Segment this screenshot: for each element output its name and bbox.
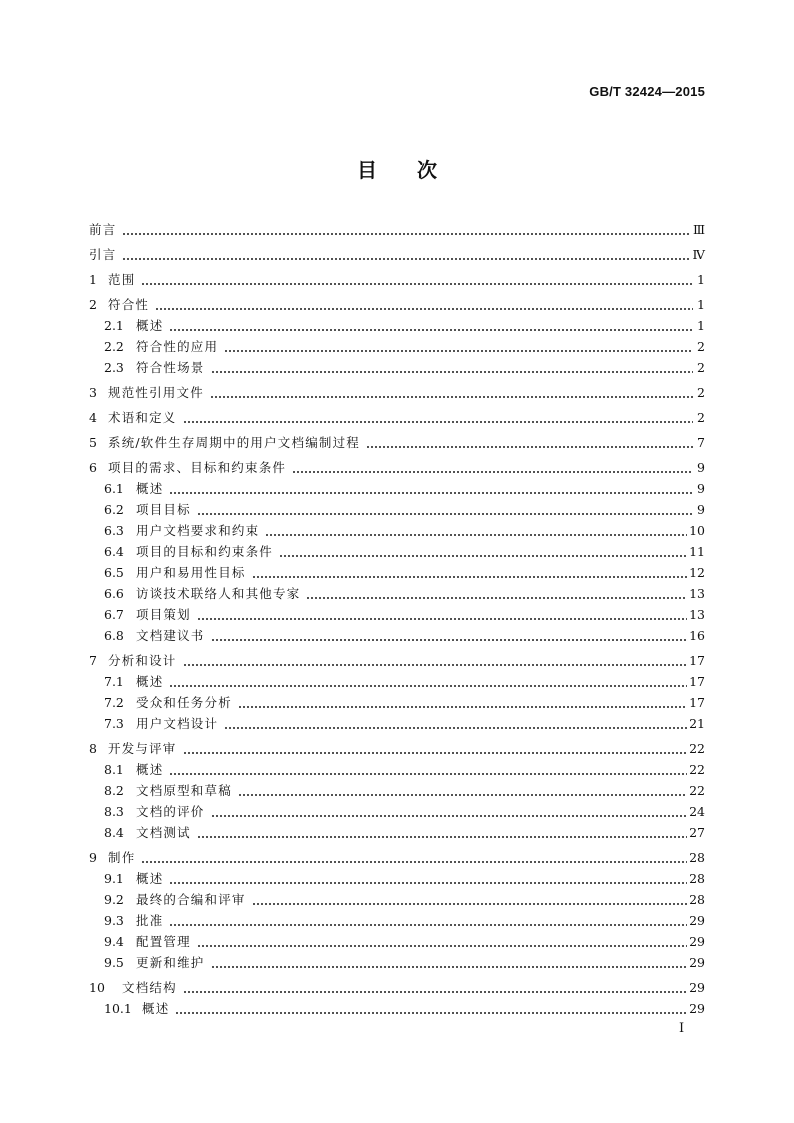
toc-dot-leader [292, 463, 693, 474]
toc-entry-label: 文档建议书 [136, 628, 205, 643]
toc-dot-leader [197, 937, 687, 948]
toc-entry[interactable] [89, 563, 705, 583]
toc-dot-leader [169, 484, 693, 495]
toc-entry-label: 配置管理 [136, 934, 191, 949]
toc-entry[interactable] [89, 458, 705, 478]
toc-dot-leader [141, 853, 687, 864]
toc-entry-number: 10 [89, 980, 105, 995]
toc-entry-label: 概述 [142, 1001, 170, 1016]
toc-entry-number: 5 [89, 435, 97, 450]
toc-entry-number: 6.2 [104, 502, 124, 517]
toc-entry-number: 8.3 [104, 804, 124, 819]
toc-entry-page: 9 [697, 502, 705, 517]
toc-entry-label: 前言 [89, 222, 117, 237]
toc-entry[interactable] [89, 999, 705, 1019]
toc-entry-label: 符合性场景 [136, 360, 205, 375]
toc-dot-leader [175, 1004, 687, 1015]
toc-entry-label: 项目目标 [136, 502, 191, 517]
toc-entry[interactable] [89, 316, 705, 336]
toc-dot-leader [169, 677, 687, 688]
toc-entry-number: 2.1 [104, 318, 124, 333]
toc-dot-leader [224, 342, 693, 353]
toc-entry-page: 2 [697, 339, 705, 354]
toc-entry-label: 符合性的应用 [136, 339, 219, 354]
toc-entry-label: 概述 [136, 762, 164, 777]
toc-dot-leader [155, 300, 693, 311]
toc-entry-page: 27 [689, 825, 705, 840]
toc-entry-label: 范围 [108, 272, 136, 287]
toc-entry-label: 概述 [136, 481, 164, 496]
toc-entry-number: 9 [89, 850, 97, 865]
toc-entry[interactable] [89, 739, 705, 759]
toc-dot-leader [224, 719, 687, 730]
toc-entry-number: 2.2 [104, 339, 124, 354]
toc-dot-leader [238, 698, 687, 709]
toc-entry-number: 6.6 [104, 586, 124, 601]
toc-entry-number: 2.3 [104, 360, 124, 375]
toc-entry[interactable] [89, 383, 705, 403]
toc-entry-page: 28 [689, 850, 705, 865]
toc-entry-page: 17 [689, 695, 705, 710]
toc-entry-label: 文档的评价 [136, 804, 205, 819]
toc-entry[interactable] [89, 932, 705, 952]
toc-entry-page: 1 [697, 318, 705, 333]
toc-entry-page: 9 [697, 481, 705, 496]
toc-entry-number: 6.7 [104, 607, 124, 622]
toc-entry-label: 分析和设计 [108, 653, 177, 668]
toc-dot-leader [122, 225, 691, 236]
toc-dot-leader [366, 438, 693, 449]
toc-entry-page: 12 [689, 565, 705, 580]
toc-entry-page: 28 [689, 892, 705, 907]
toc-entry-page: 1 [697, 297, 705, 312]
toc-dot-leader [252, 568, 687, 579]
toc-dot-leader [183, 413, 693, 424]
toc-entry-label: 文档测试 [136, 825, 191, 840]
toc-entry-number: 6 [89, 460, 97, 475]
toc-entry-number: 2 [89, 297, 97, 312]
toc-dot-leader [141, 275, 693, 286]
toc-entry-page: 29 [689, 913, 705, 928]
toc-entry-label: 最终的合编和评审 [136, 892, 246, 907]
toc-entry-number: 9.3 [104, 913, 124, 928]
toc-dot-leader [169, 321, 693, 332]
toc-entry[interactable] [89, 433, 705, 453]
toc-entry-number: 8.2 [104, 783, 124, 798]
toc-dot-leader [183, 656, 688, 667]
toc-entry-label: 开发与评审 [108, 741, 177, 756]
toc-dot-leader [211, 807, 688, 818]
toc-entry[interactable] [89, 651, 705, 671]
toc-dot-leader [238, 786, 687, 797]
toc-entry-number: 9.2 [104, 892, 124, 907]
toc-entry-label: 文档原型和草稿 [136, 783, 232, 798]
toc-entry-page: 13 [689, 586, 705, 601]
toc-entry-page: 17 [689, 653, 705, 668]
toc-entry-label: 系统/软件生存周期中的用户文档编制过程 [108, 435, 361, 450]
toc-dot-leader [211, 363, 693, 374]
standard-code: GB/T 32424—2015 [589, 84, 705, 99]
toc-entry[interactable] [89, 521, 705, 541]
toc-dot-leader [252, 895, 687, 906]
toc-entry-number: 7.3 [104, 716, 124, 731]
toc-entry[interactable] [89, 802, 705, 822]
toc-entry-page: 29 [689, 1001, 705, 1016]
page-number: I [679, 1021, 685, 1036]
toc-entry[interactable] [89, 220, 705, 240]
toc-entry-page: 29 [689, 934, 705, 949]
toc-entry-number: 6.4 [104, 544, 124, 559]
toc-entry-number: 9.1 [104, 871, 124, 886]
toc-entry-number: 7.2 [104, 695, 124, 710]
toc-entry-number: 8 [89, 741, 97, 756]
toc-entry-number: 10.1 [104, 1001, 132, 1016]
toc-entry[interactable] [89, 408, 705, 428]
toc-entry-number: 9.5 [104, 955, 124, 970]
toc-entry[interactable] [89, 295, 705, 315]
toc-entry-page: 9 [697, 460, 705, 475]
toc-entry-page: 2 [697, 385, 705, 400]
toc-entry[interactable] [89, 714, 705, 734]
toc-dot-leader [183, 983, 687, 994]
toc-entry-number: 4 [89, 410, 97, 425]
toc-dot-leader [279, 547, 687, 558]
toc-dot-leader [211, 631, 688, 642]
toc-entry-number: 8.1 [104, 762, 124, 777]
toc-entry[interactable] [89, 500, 705, 520]
toc-entry-label: 概述 [136, 871, 164, 886]
toc-entry-page: 2 [697, 410, 705, 425]
toc-entry-page: 29 [689, 980, 705, 995]
toc-entry[interactable] [89, 337, 705, 357]
toc-entry-page: 17 [689, 674, 705, 689]
toc-entry-page: 2 [697, 360, 705, 375]
toc-entry[interactable] [89, 358, 705, 378]
toc-entry[interactable] [89, 245, 705, 265]
toc-entry-label: 文档结构 [122, 980, 177, 995]
toc-entry[interactable] [89, 953, 705, 973]
toc-entry[interactable] [89, 626, 705, 646]
toc-entry[interactable] [89, 978, 705, 998]
toc-entry[interactable] [89, 781, 705, 801]
toc-entry[interactable] [89, 869, 705, 889]
toc-entry-label: 项目策划 [136, 607, 191, 622]
toc-dot-leader [169, 765, 687, 776]
toc-entry[interactable] [89, 542, 705, 562]
toc-entry[interactable] [89, 693, 705, 713]
toc-entry-label: 更新和维护 [136, 955, 205, 970]
toc-entry-label: 引言 [89, 247, 117, 262]
toc-entry-number: 6.3 [104, 523, 124, 538]
toc-entry[interactable] [89, 760, 705, 780]
toc-entry-label: 用户文档设计 [136, 716, 219, 731]
toc-entry[interactable] [89, 605, 705, 625]
toc-entry-page: 22 [689, 783, 705, 798]
toc-dot-leader [122, 250, 690, 261]
toc-entry-label: 概述 [136, 318, 164, 333]
toc-entry-page: 29 [689, 955, 705, 970]
toc-entry-label: 符合性 [108, 297, 150, 312]
toc-dot-leader [183, 744, 688, 755]
toc-entry-number: 6.8 [104, 628, 124, 643]
toc-entry-page: Ⅲ [692, 222, 705, 237]
toc-entry-page: 7 [697, 435, 705, 450]
toc-entry-page: Ⅳ [692, 247, 705, 262]
toc-entry[interactable] [89, 479, 705, 499]
toc-entry[interactable] [89, 584, 705, 604]
toc-entry-page: 11 [689, 544, 705, 559]
toc-dot-leader [306, 589, 687, 600]
toc-entry-number: 6.1 [104, 481, 124, 496]
toc-entry[interactable] [89, 823, 705, 843]
toc-entry-number: 7 [89, 653, 97, 668]
toc-entry-page: 28 [689, 871, 705, 886]
toc-dot-leader [197, 610, 687, 621]
toc-entry[interactable] [89, 890, 705, 910]
toc-entry-label: 用户文档要求和约束 [136, 523, 260, 538]
toc-entry-page: 10 [689, 523, 705, 538]
toc-entry-label: 项目的目标和约束条件 [136, 544, 274, 559]
toc-entry-page: 21 [689, 716, 705, 731]
toc-dot-leader [210, 388, 693, 399]
toc-entry-label: 概述 [136, 674, 164, 689]
toc-entry-page: 22 [689, 741, 705, 756]
toc-dot-leader [197, 828, 687, 839]
toc-entry[interactable] [89, 672, 705, 692]
toc-entry-label: 用户和易用性目标 [136, 565, 246, 580]
toc-entry-label: 受众和任务分析 [136, 695, 232, 710]
toc-entry-page: 16 [689, 628, 705, 643]
toc-entry-number: 6.5 [104, 565, 124, 580]
toc-entry[interactable] [89, 270, 705, 290]
toc-entry[interactable] [89, 911, 705, 931]
toc-dot-leader [169, 874, 687, 885]
toc-entry-label: 访谈技术联络人和其他专家 [136, 586, 301, 601]
toc-entry-page: 13 [689, 607, 705, 622]
toc-dot-leader [265, 526, 687, 537]
toc-entry-page: 24 [689, 804, 705, 819]
toc-entry-page: 22 [689, 762, 705, 777]
toc-entry-label: 规范性引用文件 [108, 385, 204, 400]
toc-entry-number: 1 [89, 272, 97, 287]
toc-entry-label: 项目的需求、目标和约束条件 [108, 460, 287, 475]
toc-entry-label: 制作 [108, 850, 136, 865]
page-title: 目次 [357, 158, 477, 182]
toc-entry[interactable] [89, 848, 705, 868]
toc-dot-leader [211, 958, 688, 969]
toc-entry-label: 批准 [136, 913, 164, 928]
toc-dot-leader [197, 505, 693, 516]
toc-entry-number: 3 [89, 385, 97, 400]
toc-dot-leader [169, 916, 687, 927]
toc-entry-page: 1 [697, 272, 705, 287]
toc-entry-number: 7.1 [104, 674, 124, 689]
toc-entry-number: 8.4 [104, 825, 124, 840]
toc-entry-number: 9.4 [104, 934, 124, 949]
toc-entry-label: 术语和定义 [108, 410, 177, 425]
